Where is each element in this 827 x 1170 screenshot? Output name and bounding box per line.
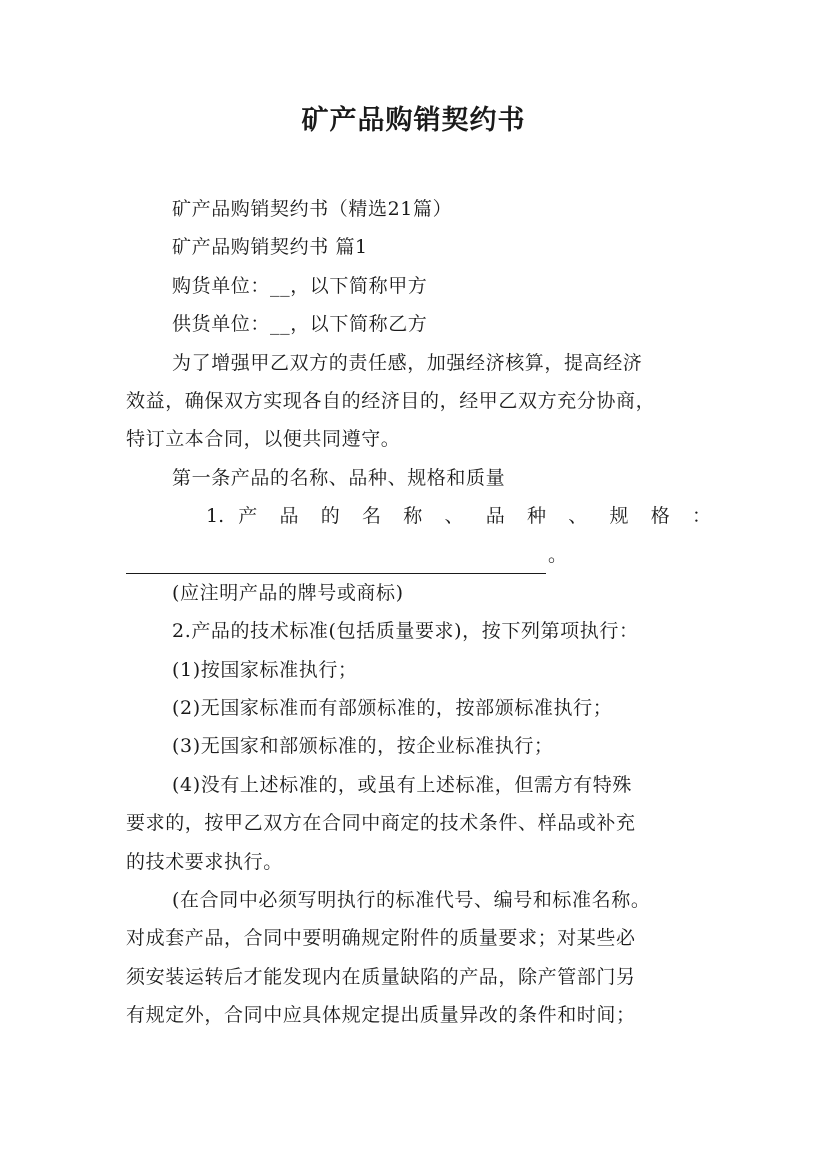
paragraph-line: (3)无国家和部颁标准的，按企业标准执行； [172,735,554,758]
blank-end-mark: 。 [548,543,568,566]
document-body [126,190,711,1035]
paragraph-line: 对成套产品，合同中要明确规定附件的质量要求；对某些必 [126,927,636,950]
paragraph-line: 为了增强甲乙双方的责任感，加强经济核算，提高经济 [172,351,643,374]
paragraph-line: 供货单位：__，以下简称乙方 [172,313,428,336]
paragraph-line: (4)没有上述标准的，或虽有上述标准，但需方有特殊 [172,773,632,796]
paragraph-line: 要求的，按甲乙双方在合同中商定的技术条件、样品或补充 [126,812,636,835]
paragraph-line: 的技术要求执行。 [126,850,283,873]
paragraph-line-spread: 1. 产 品 的 名 称 、 品 种 、 规 格 ： [206,505,711,528]
paragraph-line: 矿产品购销契约书 篇1 [172,236,368,259]
paragraph-line: (应注明产品的牌号或商标) [172,581,404,604]
paragraph-line: 第一条产品的名称、品种、规格和质量 [172,466,506,489]
paragraph-line: (在合同中必须写明执行的标准代号、编号和标准名称。 [172,889,651,912]
document-title: 矿产品购销契约书 [301,105,526,136]
fill-in-blank-line [126,536,711,574]
paragraph-line: 有规定外，合同中应具体规定提出质量异改的条件和时间； [126,1004,636,1027]
paragraph-line: 效益，确保双方实现各自的经济目的，经甲乙双方充分协商， [126,389,656,412]
paragraph-line: 特订立本合同，以便共同遵守。 [126,428,401,451]
paragraph-line: (2)无国家标准而有部颁标准的，按部颁标准执行； [172,697,613,720]
paragraph-line: 购货单位：__，以下简称甲方 [172,274,428,297]
paragraph-line: 2.产品的技术标准(包括质量要求)，按下列第项执行： [172,620,639,643]
fill-in-blank [126,549,546,574]
paragraph-line: 矿产品购销契约书（精选21篇） [172,198,453,220]
paragraph-line: 须安装运转后才能发现内在质量缺陷的产品，除产管部门另 [126,965,636,988]
paragraph-line: (1)按国家标准执行； [172,658,358,681]
